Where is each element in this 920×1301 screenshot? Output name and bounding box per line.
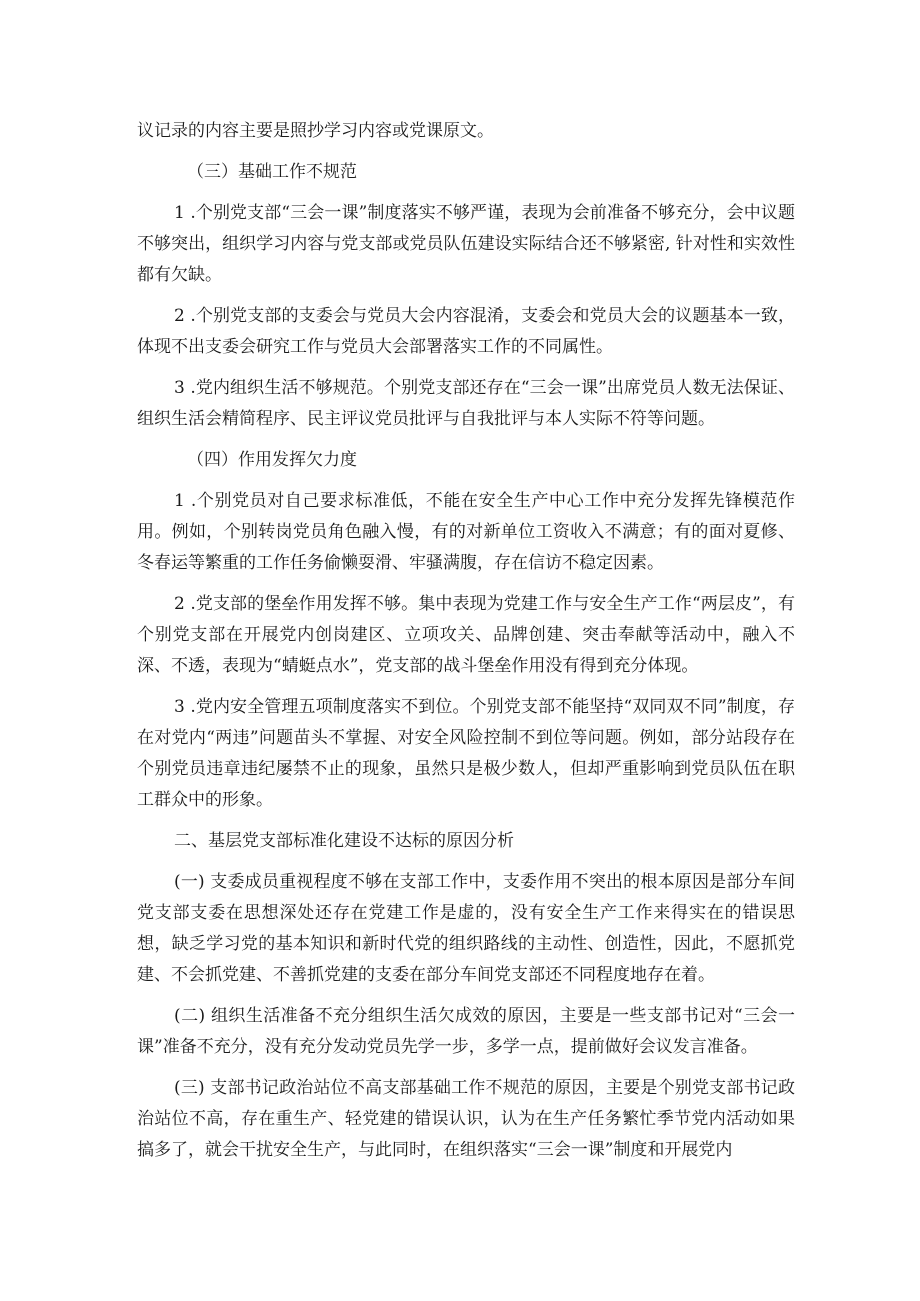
- section-heading-basic-work: （三）基础工作不规范: [187, 162, 357, 182]
- paragraph: (一) 支委成员重视程度不够在支部工作中，支委作用不突出的根本原因是部分车间党支部支委在思想深处还存在党建工作是虚的，没有安全生产工作来得实在的错误思想，缺乏学习党的基本知识和新时代党的组织路线的主动性、创造性，因此，不愿抓党建、不会抓党建、不善抓党建的支委在部分车间党支部还不同程度地存在着。: [137, 872, 795, 985]
- section-heading-role: （四）作用发挥欠力度: [187, 450, 357, 470]
- paragraph: 2 .个别党支部的支委会与党员大会内容混淆，支委会和党员大会的议题基本一致，体现不出支委会研究工作与党员大会部署落实工作的不同属性。: [137, 306, 795, 357]
- paragraph: 2 .党支部的堡垒作用发挥不够。集中表现为党建工作与安全生产工作“两层皮”，有个别党支部在开展党内创岗建区、立项攻关、品牌创建、突击奉献等活动中，融入不深、不透，表现为“蜻蜓点水”，党支部的战斗堡垒作用没有得到充分体现。: [137, 594, 795, 676]
- document-body: [137, 116, 795, 1176]
- paragraph: (三) 支部书记政治站位不高支部基础工作不规范的原因，主要是个别党支部书记政治站位不高，存在重生产、轻党建的错误认识，认为在生产任务繁忙季节党内活动如果搞多了，就会干扰安全生产，与此同时，在组织落实“三会一课”制度和开展党内: [137, 1078, 795, 1160]
- paragraph: 3 .党内组织生活不够规范。个别党支部还存在“三会一课”出席党员人数无法保证、组织生活会精简程序、民主评议党员批评与自我批评与本人实际不符等问题。: [137, 378, 795, 429]
- section-heading-cause-analysis: 二、基层党支部标准化建设不达标的原因分析: [174, 831, 514, 851]
- paragraph: 1 .个别党员对自己要求标准低，不能在安全生产中心工作中充分发挥先锋模范作用。例如，个别转岗党员角色融入慢，有的对新单位工资收入不满意；有的面对夏修、冬春运等繁重的工作任务偷懒耍滑、牢骚满腹，存在信访不稳定因素。: [137, 491, 795, 573]
- paragraph-continuation: 议记录的内容主要是照抄学习内容或党课原文。: [137, 121, 494, 141]
- paragraph: 3 .党内安全管理五项制度落实不到位。个别党支部不能坚持“双同双不同”制度，存在对党内“两违”问题苗头不掌握、对安全风险控制不到位等问题。例如，部分站段存在个别党员违章违纪屡禁不止的现象，虽然只是极少数人，但却严重影响到党员队伍在职工群众中的形象。: [137, 697, 795, 810]
- paragraph: (二) 组织生活准备不充分组织生活欠成效的原因，主要是一些支部书记对“三会一课”准备不充分，没有充分发动党员先学一步，多学一点，提前做好会议发言准备。: [137, 1006, 795, 1057]
- paragraph: 1 .个别党支部“三会一课”制度落实不够严谨，表现为会前准备不够充分，会中议题不够突出，组织学习内容与党支部或党员队伍建设实际结合还不够紧密, 针对性和实效性都有欠缺。: [137, 203, 795, 285]
